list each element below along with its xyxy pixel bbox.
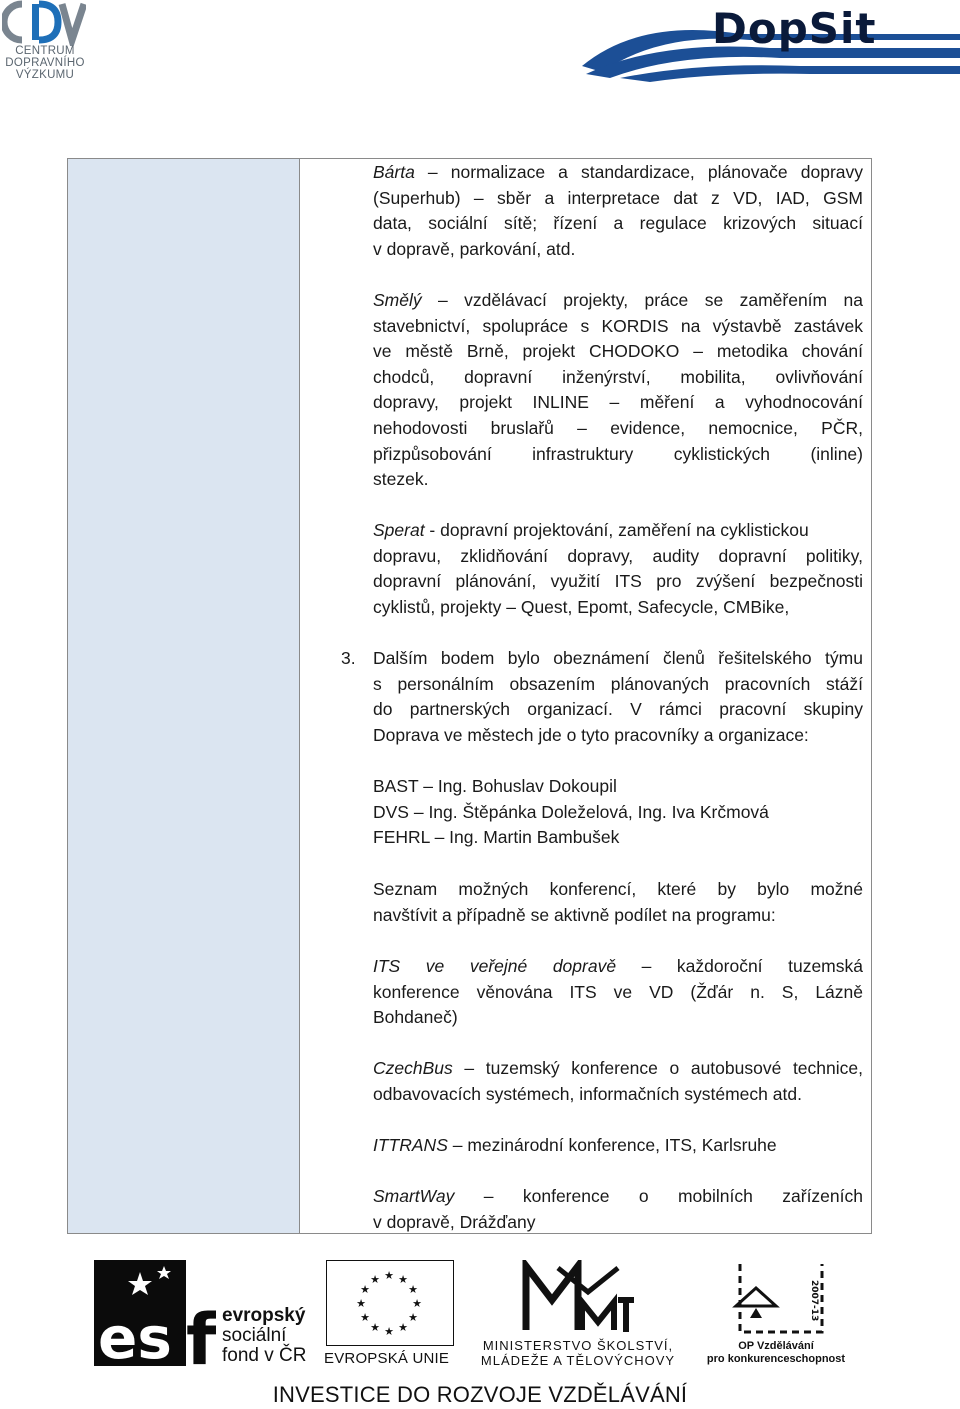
msmt-label: [466, 1338, 690, 1368]
smely-line-1: Smělý – vzdělávací projekty, práce se zaměřením na: [373, 290, 863, 310]
svg-text:★: ★: [370, 1321, 380, 1334]
person-dvs: DVS – Ing. Štěpánka Doleželová, Ing. Iva Krčmová: [373, 801, 769, 822]
svg-text:★: ★: [408, 1311, 418, 1324]
person-bast: BAST – Ing. Bohuslav Dokoupil: [373, 776, 617, 796]
conf4-line-1: SmartWay – konference o mobilních zařízeních: [373, 1186, 863, 1206]
cdv-line-2: DOPRAVNÍHO: [5, 57, 85, 69]
sperat-line-2: dopravu, zklidňování dopravy, audity dopravní politiky,: [373, 545, 863, 566]
svg-text:es: es: [98, 1304, 172, 1366]
svg-text:★: ★: [408, 1283, 418, 1296]
dopsit-logo: [580, 4, 960, 82]
table-left-cell: [68, 159, 300, 1233]
svg-text:★: ★: [384, 1269, 394, 1282]
op-logo-icon: [726, 1258, 836, 1340]
svg-text:f: f: [186, 1299, 216, 1366]
list-number-3: 3.: [341, 648, 356, 668]
cdv-line-1: CENTRUM: [15, 45, 75, 57]
item3-line-1: Dalším bodem bylo obeznámení členů řešitelského týmu: [373, 648, 863, 668]
smely-line-8: stezek.: [373, 469, 429, 490]
investice-slogan: INVESTICE DO ROZVOJE VZDĚLÁVÁNÍ: [272, 1382, 688, 1407]
svg-text:★: ★: [360, 1283, 370, 1296]
esf-stars-icon: [94, 1260, 186, 1366]
conf4-lead: SmartWay: [373, 1186, 455, 1206]
sperat-line-3: dopravní plánování, využití ITS pro zvýšení bezpečnosti: [373, 571, 863, 592]
eu-flag: [326, 1260, 454, 1346]
conference-czechbus: [373, 1056, 863, 1107]
conference-smartway: [373, 1184, 863, 1235]
msmt-logo-icon: [522, 1260, 634, 1336]
list-item-3: [373, 646, 863, 748]
conf3-line-1: ITTRANS – mezinárodní konference, ITS, Karlsruhe: [373, 1135, 777, 1155]
msmt-line-2: MLÁDEŽE A TĚLOVÝCHOVY: [480, 1353, 676, 1368]
op-line-2: pro konkurenceschopnost: [706, 1353, 846, 1365]
svg-text:★: ★: [412, 1297, 422, 1310]
footer-logos: [90, 1258, 850, 1370]
conf3-lead: ITTRANS: [373, 1135, 448, 1155]
conf1-line-1: ITS ve veřejné dopravě – každoroční tuzemská: [373, 956, 863, 976]
barta-line-3: data, sociální sítě; řízení a regulace krizových situací: [373, 213, 863, 234]
person-fehrl: FEHRL – Ing. Martin Bambušek: [373, 827, 620, 848]
msmt-line-1: MINISTERSTVO ŠKOLSTVÍ,: [482, 1338, 674, 1353]
sperat-line-4: cyklistů, projekty – Quest, Epomt, Safecycle, CMBike,: [373, 596, 790, 617]
cdv-logo: [0, 0, 90, 88]
conf2-line-1: CzechBus – tuzemský konference o autobusové technice,: [373, 1058, 863, 1078]
conf-intro-line-1: Seznam možných konferencí, které by bylo možné: [373, 879, 863, 899]
conf-intro-line-2: navštívit a případně se aktivně podílet na programu:: [373, 904, 776, 925]
conf2-line-2: odbavovacích systémech, informačních systémech atd.: [373, 1083, 802, 1104]
smely-line-5: dopravy, projekt INLINE – měření a vyhodnocování: [373, 392, 863, 413]
item3-line-3: do partnerských organizací. V rámci pracovní skupiny: [373, 699, 863, 720]
conf1-line-3: Bohdaneč): [373, 1007, 458, 1028]
svg-text:★: ★: [384, 1325, 394, 1338]
conf4-line-2: v dopravě, Drážďany: [373, 1211, 536, 1232]
paragraph-smely: [373, 288, 863, 493]
people-list: [373, 774, 863, 851]
smely-lead: Smělý: [373, 290, 422, 310]
conf1-lead: ITS ve veřejné dopravě: [373, 956, 617, 976]
smely-line-2: stavebnictví, spolupráce s KORDIS na výstavbě zastávek: [373, 315, 863, 336]
esf-logo-mark: [94, 1260, 186, 1366]
smely-line-4: chodců, dopravní inženýrství, mobilita, ovlivňování: [373, 366, 863, 387]
barta-line-4: v dopravě, parkování, atd.: [373, 238, 576, 259]
barta-line-2: (Superhub) – sběr a interpretace dat z VD, IAD, GSM: [373, 187, 863, 208]
svg-text:★: ★: [370, 1273, 380, 1286]
cdv-mark-icon: [2, 0, 86, 46]
conference-its: [373, 954, 863, 1031]
conference-intro: [373, 877, 863, 928]
sperat-line-1: Sperat - dopravní projektování, zaměření na cyklistickou: [373, 520, 809, 540]
esf-text: [222, 1306, 306, 1366]
smely-line-6: nehodovosti bruslařů – evidence, nemocnice, PČR,: [373, 417, 863, 438]
smely-line-7: přizpůsobování infrastruktury cyklistických (inline): [373, 443, 863, 464]
conference-ittrans: [373, 1133, 863, 1159]
sperat-lead: Sperat: [373, 520, 425, 540]
conf2-lead: CzechBus: [373, 1058, 453, 1078]
eu-label: EVROPSKÁ UNIE: [324, 1350, 450, 1367]
barta-lead: Bárta: [373, 162, 415, 182]
esf-line-2: sociální: [222, 1325, 287, 1346]
item3-line-4: Doprava ve městech jde o tyto pracovníky a organizace:: [373, 724, 809, 745]
esf-line-3: fond v ČR: [222, 1345, 307, 1366]
paragraph-sperat: [373, 518, 863, 620]
smely-line-3: ve městě Brně, projekt CHODOKO – metodika chování: [373, 341, 863, 362]
op-label: [696, 1340, 856, 1366]
conf1-line-2: konference věnována ITS ve VD (Žďár n. S, Lázně: [373, 981, 863, 1002]
op-line-1: OP Vzdělávání: [738, 1340, 814, 1352]
svg-text:★: ★: [356, 1297, 366, 1310]
cdv-line-3: VÝZKUMU: [15, 69, 75, 81]
svg-text:★: ★: [398, 1321, 408, 1334]
svg-text:★: ★: [398, 1273, 408, 1286]
dopsit-wordmark: DopSit: [712, 4, 877, 53]
svg-text:★: ★: [360, 1311, 370, 1324]
esf-line-1: evropský: [222, 1305, 306, 1326]
eu-stars-icon: [327, 1261, 452, 1344]
op-years: 2007-13: [809, 1280, 819, 1322]
item3-line-2: s personálním obsazením plánovaných pracovních stáží: [373, 673, 863, 694]
paragraph-barta: [373, 160, 863, 262]
esf-f-icon: [186, 1288, 216, 1366]
barta-line-1: Bárta – normalizace a standardizace, plánovače dopravy: [373, 162, 863, 182]
